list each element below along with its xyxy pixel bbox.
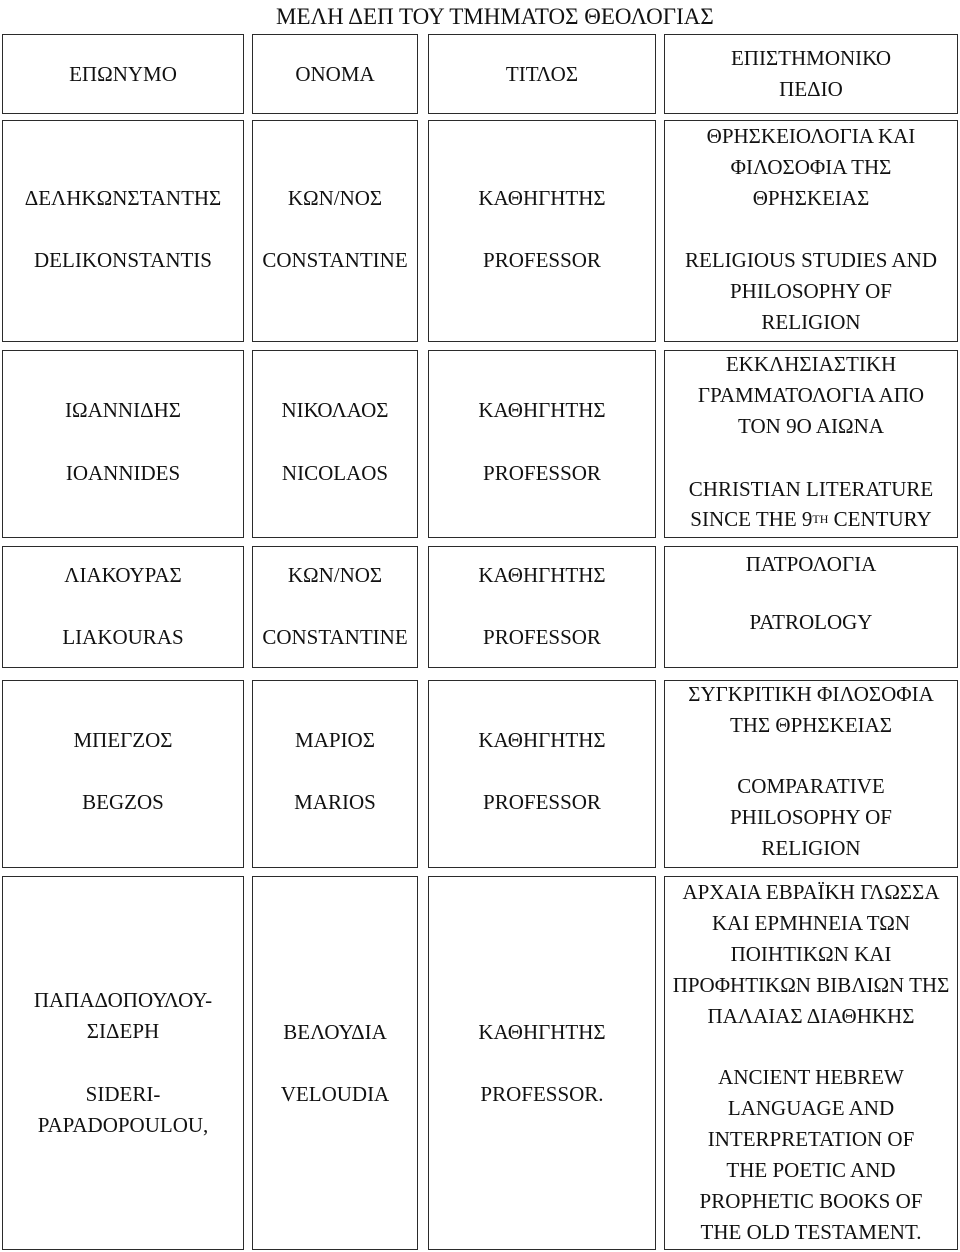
member-5-surname-en: SIDERI-PAPADOPOULOU,	[37, 1082, 209, 1137]
member-2-field-en-line2: SINCE THE 9 TH CENTURY	[690, 506, 932, 531]
member-1-rank-en: PROFESSOR	[483, 247, 601, 272]
member-4-rank-en: PROFESSOR	[483, 789, 601, 814]
member-2-surname-en: IOANNIDES	[65, 460, 181, 485]
member-4-field-gr: ΣΥΓΚΡΙΤΙΚΗ ΦΙΛΟΣΟΦΙΑ ΤΗΣ ΘΡΗΣΚΕΙΑΣ	[688, 682, 934, 737]
member-5-rank-gr: ΚΑΘΗΓΗΤΗΣ	[478, 1019, 606, 1044]
member-5-field-gr: ΑΡΧΑΙΑ ΕΒΡΑΪΚΗ ΓΛΩΣΣΑ ΚΑΙ ΕΡΜΗΝΕΙΑ ΤΩΝ ΠΟΙΗΤΙΚΩΝ ΚΑΙ ΠΡΟΦΗΤΙΚΩΝ ΒΙΒΛΙΩΝ ΤΗΣ ΠΑΛΑΙΑΣ ΔΙΑΘΗΚΗΣ	[672, 879, 950, 1028]
header-name: ΟΝΟΜΑ	[295, 61, 375, 86]
member-3-field-gr: ΠΑΤΡΟΛΟΓΙΑ	[745, 551, 877, 576]
member-3-name-en: CONSTANTINE	[262, 624, 408, 649]
member-3-name-gr: ΚΩΝ/ΝΟΣ	[287, 562, 383, 587]
member-3-surname-gr: ΛΙΑΚΟΥΡΑΣ	[64, 562, 182, 587]
member-5-surname-gr: ΠΑΠΑΔΟΠΟΥΛΟΥ-ΣΙΔΕΡΗ	[33, 988, 213, 1043]
header-field: ΕΠΙΣΤΗΜΟΝΙΚΟ ΠΕΔΙΟ	[730, 46, 892, 101]
member-2-field-en-line1: CHRISTIAN LITERATURE	[688, 476, 934, 501]
table-row	[2, 350, 244, 538]
member-2-field-gr: ΕΚΚΛΗΣΙΑΣΤΙΚΗ ΓΡΑΜΜΑΤΟΛΟΓΙΑ ΑΠΟ ΤΟΝ 9Ο ΑΙΩΝΑ	[697, 351, 925, 438]
member-4-surname-gr: ΜΠΕΓΖΟΣ	[73, 727, 173, 752]
table-row	[252, 120, 418, 342]
table-row	[252, 876, 418, 1250]
header-rank: ΤΙΤΛΟΣ	[505, 61, 579, 86]
table-row	[2, 876, 244, 1250]
member-4-surname-en: BEGZOS	[82, 789, 164, 814]
member-4-name-en: MARIOS	[294, 789, 376, 814]
member-3-surname-en: LIAKOURAS	[62, 624, 184, 649]
member-5-rank-en: PROFESSOR.	[480, 1081, 604, 1106]
table-row	[252, 680, 418, 868]
member-1-rank-gr: ΚΑΘΗΓΗΤΗΣ	[478, 185, 606, 210]
member-1-name-en: CONSTANTINE	[262, 247, 408, 272]
member-5-field-en: ANCIENT HEBREW LANGUAGE AND INTERPRETATION OF THE POETIC AND PROPHETIC BOOKS OF THE OLD TESTAMENT.	[699, 1065, 923, 1244]
table-row	[252, 350, 418, 538]
member-3-rank-gr: ΚΑΘΗΓΗΤΗΣ	[478, 562, 606, 587]
members-table	[0, 34, 960, 1252]
member-4-name-gr: ΜΑΡΙΟΣ	[295, 727, 375, 752]
member-5-name-en: VELOUDIA	[280, 1081, 390, 1106]
member-1-surname-en: DELIKONSTANTIS	[34, 247, 212, 272]
document-title	[0, 0, 960, 34]
member-1-surname-gr: ΔΕΛΗΚΩΝΣΤΑΝΤΗΣ	[24, 185, 222, 210]
member-4-field-en: COMPARATIVE PHILOSOPHY OF RELIGION	[729, 773, 892, 860]
document-title-text: ΜΕΛΗ ΔΕΠ ΤΟΥ ΤΜΗΜΑΤΟΣ ΘΕΟΛΟΓΙΑΣ	[276, 4, 714, 29]
member-2-name-en: NICOLAOS	[281, 460, 389, 485]
member-4-rank-gr: ΚΑΘΗΓΗΤΗΣ	[478, 727, 606, 752]
table-row	[2, 120, 244, 342]
table-row	[2, 680, 244, 868]
member-1-field-en: RELIGIOUS STUDIES AND PHILOSOPHY OF RELIGION	[685, 247, 937, 334]
member-3-rank-en: PROFESSOR	[483, 624, 601, 649]
table-row	[428, 120, 656, 342]
member-2-surname-gr: ΙΩΑΝΝΙΔΗΣ	[65, 397, 181, 422]
member-2-rank-en: PROFESSOR	[483, 460, 601, 485]
member-1-field-gr: ΘΡΗΣΚΕΙΟΛΟΓΙΑ ΚΑΙ ΦΙΛΟΣΟΦΙΑ ΤΗΣ ΘΡΗΣΚΕΙΑΣ	[706, 123, 916, 210]
member-1-name-gr: ΚΩΝ/ΝΟΣ	[287, 185, 383, 210]
header-surname: ΕΠΩΝΥΜΟ	[69, 61, 177, 86]
table-row	[428, 876, 656, 1250]
table-row	[428, 350, 656, 538]
table-row	[428, 680, 656, 868]
member-5-name-gr: ΒΕΛΟΥΔΙΑ	[283, 1019, 387, 1044]
member-2-rank-gr: ΚΑΘΗΓΗΤΗΣ	[478, 397, 606, 422]
member-2-name-gr: ΝΙΚΟΛΑΟΣ	[281, 397, 389, 422]
member-3-field-en: PATROLOGY	[749, 609, 873, 634]
